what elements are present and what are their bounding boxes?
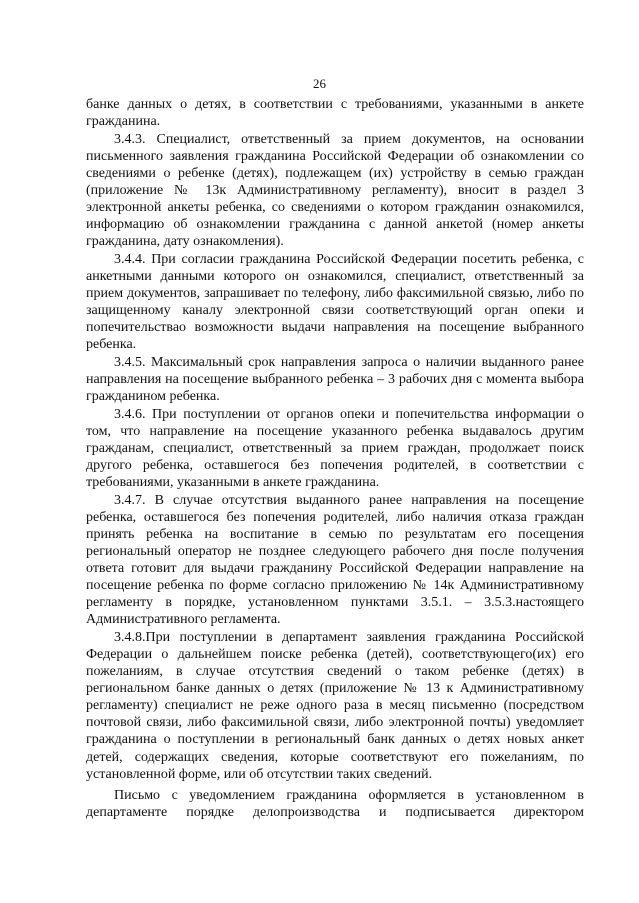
paragraph-continuation: банке данных о детях, в соответствии с требованиями, указанными в анкете гражданина. <box>86 97 584 130</box>
paragraph-letter-notice: Письмо с уведомлением гражданина оформляется в установленном в департаменте порядке делопроизводства и подписывается директором <box>86 787 584 820</box>
paragraph-3-4-5: 3.4.5. Максимальный срок направления запроса о наличии выданного ранее направления на посещение выбранного ребенка – 3 рабочих дня с момента выбора гражданином ребенка. <box>86 354 584 405</box>
document-body <box>86 96 584 821</box>
paragraph-3-4-8: 3.4.8.При поступлении в департамент заявления гражданина Российской Федерации о дальнейшем поиске ребенка (детей), соответствующего(их) его пожеланиям, в случае отсутствия сведений о таком ребенке (детях) в региональном банке данных о детях (приложение № 13 к Административному регламенту) специалист не реже одного раза в месяц письменно (посредством почтовой связи, либо факсимильной связи, либо электронной почты) уведомляет гражданина о поступлении в региональный банк данных о детях новых анкет детей, содержащих сведения, которые соответствуют его пожеланиям, по установленной форме, или об отсутствии таких сведений. <box>86 629 584 782</box>
paragraph-3-4-7: 3.4.7. В случае отсутствия выданного ранее направления на посещение ребенка, оставшегося без попечения родителей, либо наличия отказа граждан принять ребенка на воспитание в семью по результатам его посещения региональный оператор не позднее следующего рабочего дня после получения ответа готовит для выдачи гражданину Российской Федерации направление на посещение ребенка по форме согласно приложению № 14к Административному регламенту в порядке, установленном пунктами 3.5.1. – 3.5.3.настоящего Административного регламента. <box>86 492 584 628</box>
page-number: 26 <box>313 76 326 91</box>
paragraph-3-4-6: 3.4.6. При поступлении от органов опеки и попечительства информации о том, что направление на посещение указанного ребенка выдавалось другим гражданам, специалист, ответственный за прием граждан, продолжает поиск другого ребенка, оставшегося без попечения родителей, в соответствии с требованиями, указанными в анкете гражданина. <box>86 406 584 491</box>
paragraph-3-4-4: 3.4.4. При согласии гражданина Российской Федерации посетить ребенка, с анкетными данными которого он ознакомился, специалист, ответственный за прием документов, запрашивает по телефону, либо факсимильной связью, либо по защищенному каналу электронной связи соответствующий орган опеки и попечительствао возможности выдачи направления на посещение выбранного ребенка. <box>86 251 584 353</box>
paragraph-3-4-3: 3.4.3. Специалист, ответственный за прием документов, на основании письменного заявления гражданина Российской Федерации об ознакомлении со сведениями о ребенке (детях), подлежащем (их) устройству в семью граждан (приложение № 13к Административному регламенту), вносит в раздел 3 электронной анкеты ребенка, со сведениями о котором гражданин ознакомился, информацию об ознакомлении гражданина с данной анкетой (номер анкеты гражданина, дату ознакомления). <box>86 131 584 250</box>
